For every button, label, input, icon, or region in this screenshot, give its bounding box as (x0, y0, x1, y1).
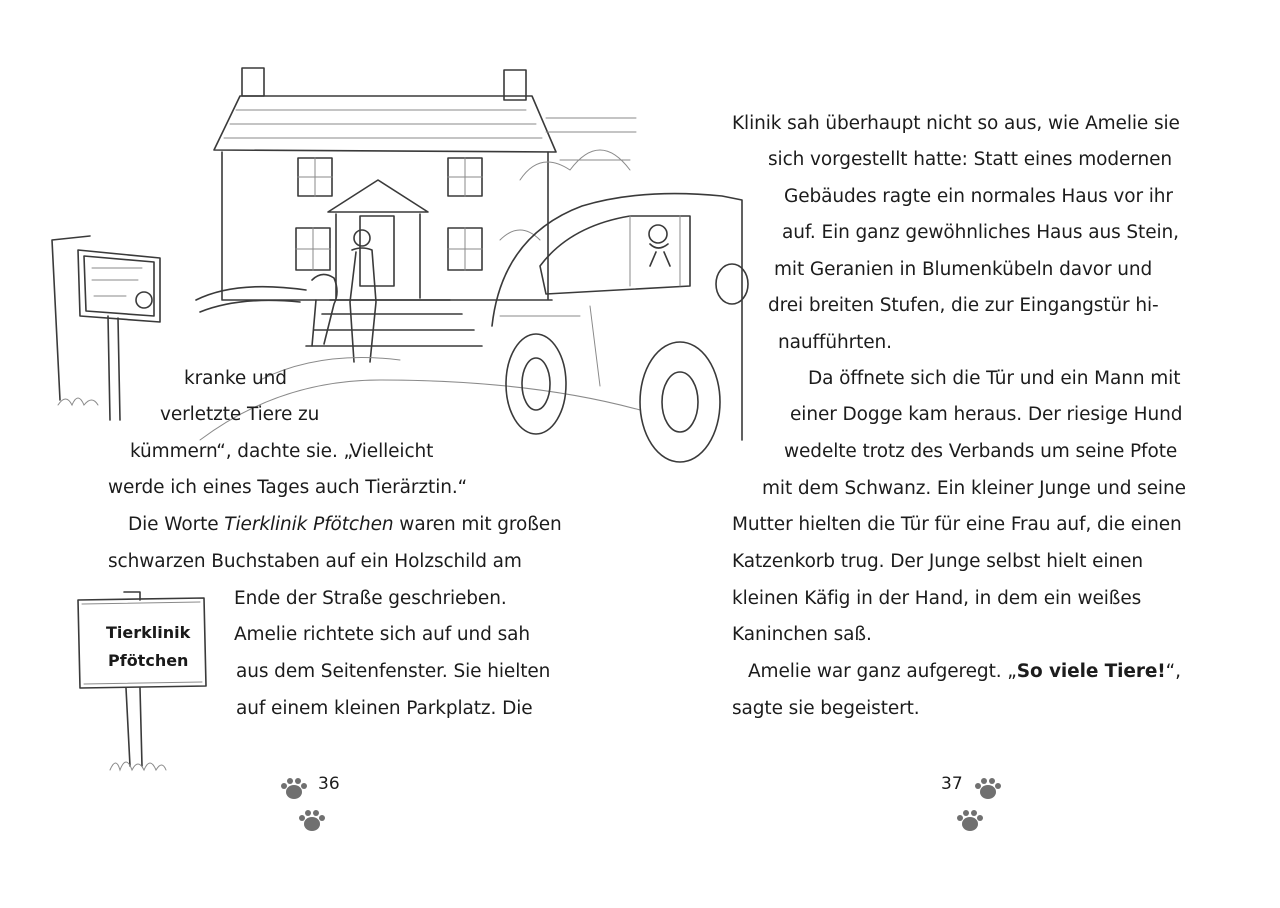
text-line: Ende der Straße geschrieben. (234, 588, 507, 609)
text-line: Da öffnete sich die Tür und ein Mann mit (808, 368, 1181, 389)
exclamation-bold: So viele Tiere! (1016, 661, 1166, 682)
text-line (128, 513, 562, 537)
text-line: aus dem Seitenfenster. Sie hielten (236, 661, 551, 682)
text-line: kümmern“, dachte sie. „Vielleicht (130, 441, 434, 462)
text-line: kleinen Käfig in der Hand, in dem ein weißes (732, 588, 1142, 609)
page-number: 37 (941, 774, 963, 794)
text-line: auf. Ein ganz gewöhnliches Haus aus Stein, (782, 222, 1179, 243)
text-run: Die Worte (128, 514, 225, 535)
page-number: 36 (318, 774, 340, 794)
text-line: mit dem Schwanz. Ein kleiner Junge und seine (762, 478, 1186, 499)
text-line: verletzte Tiere zu (160, 404, 320, 425)
text-line: Mutter hielten die Tür für eine Frau auf, die einen (732, 514, 1182, 535)
text-line (748, 660, 1181, 684)
text-line: einer Dogge kam heraus. Der riesige Hund (790, 404, 1183, 425)
clinic-name-italic: Tierklinik Pfötchen (224, 514, 394, 535)
text-line: kranke und (184, 368, 287, 389)
text-line: mit Geranien in Blumenkübeln davor und (774, 259, 1153, 280)
text-run: “, (1165, 661, 1181, 682)
car-illustration (480, 176, 760, 466)
text-line: wedelte trotz des Verbands um seine Pfote (784, 441, 1178, 462)
text-line: Gebäudes ragte ein normales Haus vor ihr (784, 186, 1173, 207)
text-line: Amelie richtete sich auf und sah (234, 624, 530, 645)
clinic-sign-illustration (70, 590, 220, 790)
paw-print-icon (952, 778, 1008, 838)
sign-line-2: Pfötchen (108, 651, 189, 670)
text-line: naufführten. (778, 332, 892, 353)
text-line: Katzenkorb trug. Der Junge selbst hielt einen (732, 551, 1143, 572)
text-line: sich vorgestellt hatte: Statt eines modernen (768, 149, 1173, 170)
text-line: sagte sie begeistert. (732, 698, 920, 719)
text-line: schwarzen Buchstaben auf ein Holzschild am (108, 551, 522, 572)
text-line: drei breiten Stufen, die zur Eingangstür hi- (768, 295, 1159, 316)
text-line: werde ich eines Tages auch Tierärztin.“ (108, 477, 468, 498)
text-line: auf einem kleinen Parkplatz. Die (236, 698, 533, 719)
sign-line-1: Tierklinik (106, 623, 191, 642)
right-page (640, 0, 1280, 908)
text-line: Kaninchen saß. (732, 624, 872, 645)
text-line: Klinik sah überhaupt nicht so aus, wie Amelie sie (732, 113, 1180, 134)
text-run: Amelie war ganz aufgeregt. „ (748, 661, 1017, 682)
text-run: waren mit großen (393, 514, 562, 535)
